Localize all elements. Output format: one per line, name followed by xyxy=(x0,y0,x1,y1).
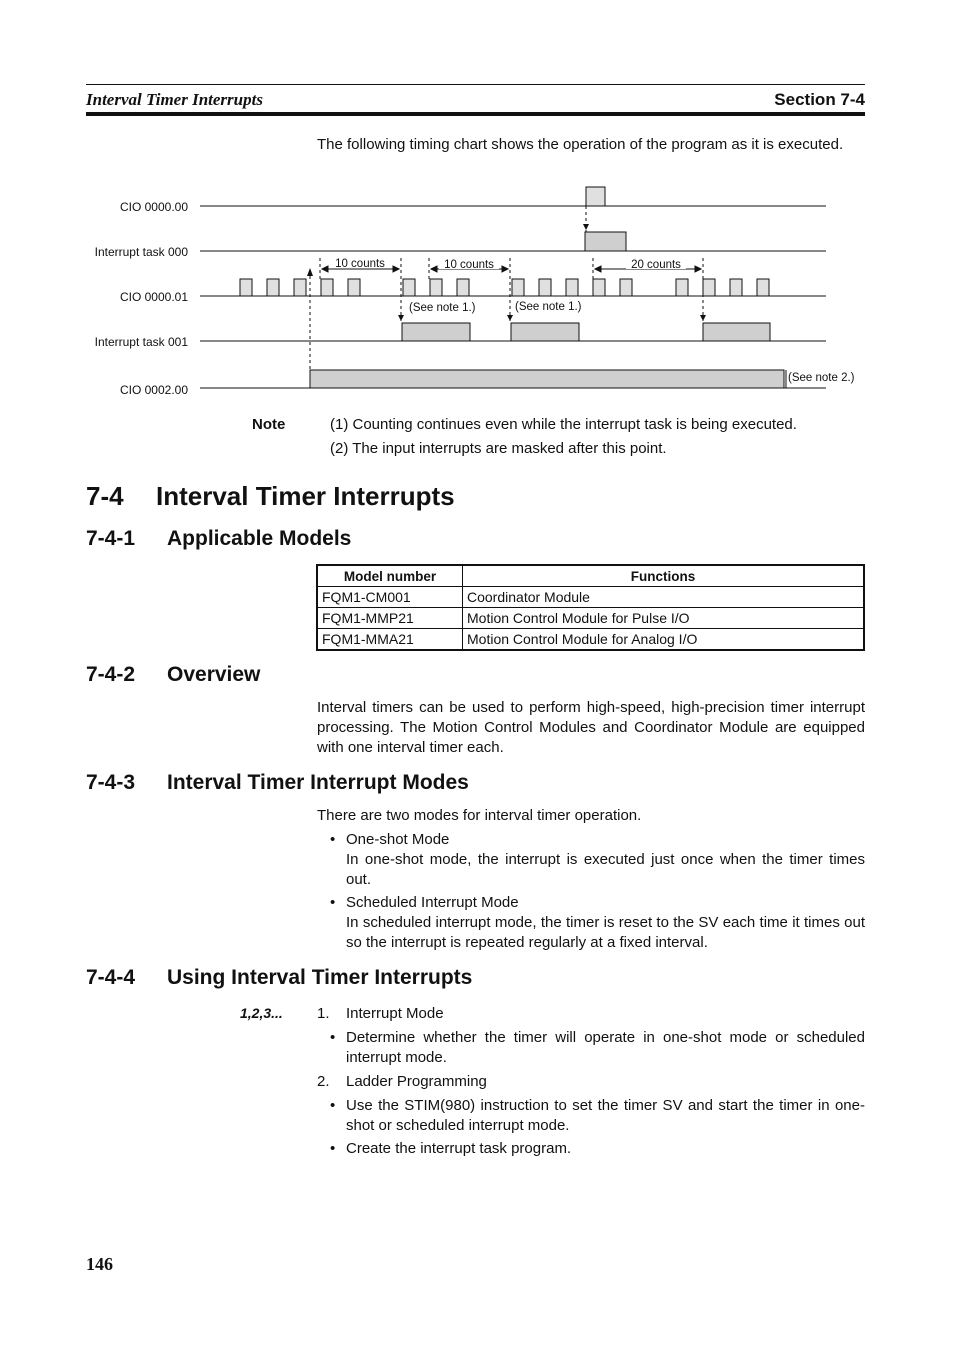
bullet-text: Determine whether the timer will operate in one-shot mode or scheduled interrupt mode. xyxy=(346,1029,865,1066)
subsection-number: 7-4-4 xyxy=(86,966,136,989)
interrupt-task-000-bar xyxy=(585,232,626,251)
table-row xyxy=(317,587,864,608)
table-row xyxy=(317,629,864,651)
table-cell-function: Motion Control Module for Pulse I/O xyxy=(463,608,865,629)
interrupt-task-001-bars xyxy=(402,323,770,341)
section-title: Interval Timer Interrupts xyxy=(156,481,455,511)
bullet-title: Scheduled Interrupt Mode xyxy=(346,894,519,911)
subsection-heading-overview xyxy=(86,663,260,687)
see-note-2-label: (See note 2.) xyxy=(788,372,855,384)
note-label: Note xyxy=(252,416,286,433)
signal-label-cio-0000-01: CIO 0000.01 xyxy=(119,290,188,304)
bullet-dot: • xyxy=(330,894,336,911)
dashed-markers xyxy=(310,206,703,370)
signal-baselines xyxy=(200,206,826,388)
table-cell-function: Motion Control Module for Analog I/O xyxy=(463,629,865,651)
timing-chart xyxy=(0,0,954,410)
step-number: 1. xyxy=(317,1005,330,1022)
steps-label: 1,2,3... xyxy=(240,1005,283,1021)
models-table xyxy=(316,564,865,651)
section-number: 7-4 xyxy=(86,481,124,511)
count-label-2: 10 counts xyxy=(444,259,494,271)
cio-0002-00-bar xyxy=(310,370,784,388)
bullet-text: Create the interrupt task program. xyxy=(346,1140,572,1157)
step-2-bullet-2 xyxy=(330,1139,865,1159)
mode-bullet-one-shot xyxy=(330,830,865,890)
step-number: 2. xyxy=(317,1073,330,1090)
intro-paragraph: The following timing chart shows the operation of the program as it is executed. xyxy=(317,136,844,153)
header-title: Interval Timer Interrupts xyxy=(86,90,263,109)
subsection-heading-using xyxy=(86,966,472,990)
mode-bullet-scheduled xyxy=(330,893,865,953)
see-note-1-label: (See note 1.) xyxy=(409,302,476,314)
bullet-dot: • xyxy=(330,831,336,848)
bullet-text: In one-shot mode, the interrupt is executed just once when the timer times out. xyxy=(346,851,865,888)
see-note-1-label: (See note 1.) xyxy=(515,301,582,313)
column-header-functions: Functions xyxy=(463,565,865,587)
table-cell-function: Coordinator Module xyxy=(463,587,865,608)
subsection-number: 7-4-1 xyxy=(86,527,136,550)
cio-0000-01-pulses xyxy=(240,279,769,296)
subsection-title: Applicable Models xyxy=(167,527,352,550)
bullet-dot: • xyxy=(330,1029,336,1046)
subsection-title: Overview xyxy=(167,663,261,686)
bullet-dot: • xyxy=(330,1140,336,1157)
count-label-1: 10 counts xyxy=(335,258,385,270)
subsection-heading-modes xyxy=(86,771,469,795)
modes-intro: There are two modes for interval timer operation. xyxy=(317,807,642,824)
table-cell-model: FQM1-MMP21 xyxy=(317,608,463,629)
signal-label-interrupt-task-000: Interrupt task 000 xyxy=(94,245,188,259)
bullet-text: Use the STIM(980) instruction to set the timer SV and start the timer in one-shot or scheduled interrupt mode. xyxy=(346,1097,865,1134)
step-title: Ladder Programming xyxy=(346,1073,487,1090)
subsection-number: 7-4-3 xyxy=(86,771,136,794)
table-row xyxy=(317,608,864,629)
signal-label-interrupt-task-001: Interrupt task 001 xyxy=(94,335,188,349)
overview-paragraph: Interval timers can be used to perform high-speed, high-precision timer interrupt processing. The Motion Control Modules and Coordinator Module are equipped with one interval timer each. xyxy=(317,699,865,756)
header-section: Section 7-4 xyxy=(774,90,865,109)
subsection-title: Using Interval Timer Interrupts xyxy=(167,966,473,989)
table-cell-model: FQM1-CM001 xyxy=(317,587,463,608)
step-1 xyxy=(317,1004,444,1024)
step-2-bullet-1 xyxy=(330,1096,865,1136)
bullet-title: One-shot Mode xyxy=(346,831,450,848)
note-item-2: (2) The input interrupts are masked after this point. xyxy=(330,440,667,457)
signal-label-cio-0000-00: CIO 0000.00 xyxy=(119,200,188,214)
table-header-row xyxy=(317,565,864,587)
subsection-title: Interval Timer Interrupt Modes xyxy=(167,771,469,794)
bullet-text: In scheduled interrupt mode, the timer is reset to the SV each time it times out so the interrupt is repeated regularly at a fixed interval. xyxy=(346,914,865,951)
signal-label-cio-0002-00: CIO 0002.00 xyxy=(119,383,188,397)
step-1-bullet xyxy=(330,1028,865,1068)
cio-0000-00-pulse xyxy=(586,187,605,206)
table-cell-model: FQM1-MMA21 xyxy=(317,629,463,651)
bullet-dot: • xyxy=(330,1097,336,1114)
trigger-arrowheads xyxy=(307,224,706,321)
subsection-heading-applicable-models xyxy=(86,527,351,551)
step-2 xyxy=(317,1072,487,1092)
page-number: 146 xyxy=(86,1254,113,1274)
step-title: Interrupt Mode xyxy=(346,1005,444,1022)
section-heading xyxy=(86,481,455,512)
subsection-number: 7-4-2 xyxy=(86,663,136,686)
note-item-1: (1) Counting continues even while the interrupt task is being executed. xyxy=(330,416,797,433)
count-label-3: 20 counts xyxy=(631,259,681,271)
column-header-model-number: Model number xyxy=(317,565,463,587)
